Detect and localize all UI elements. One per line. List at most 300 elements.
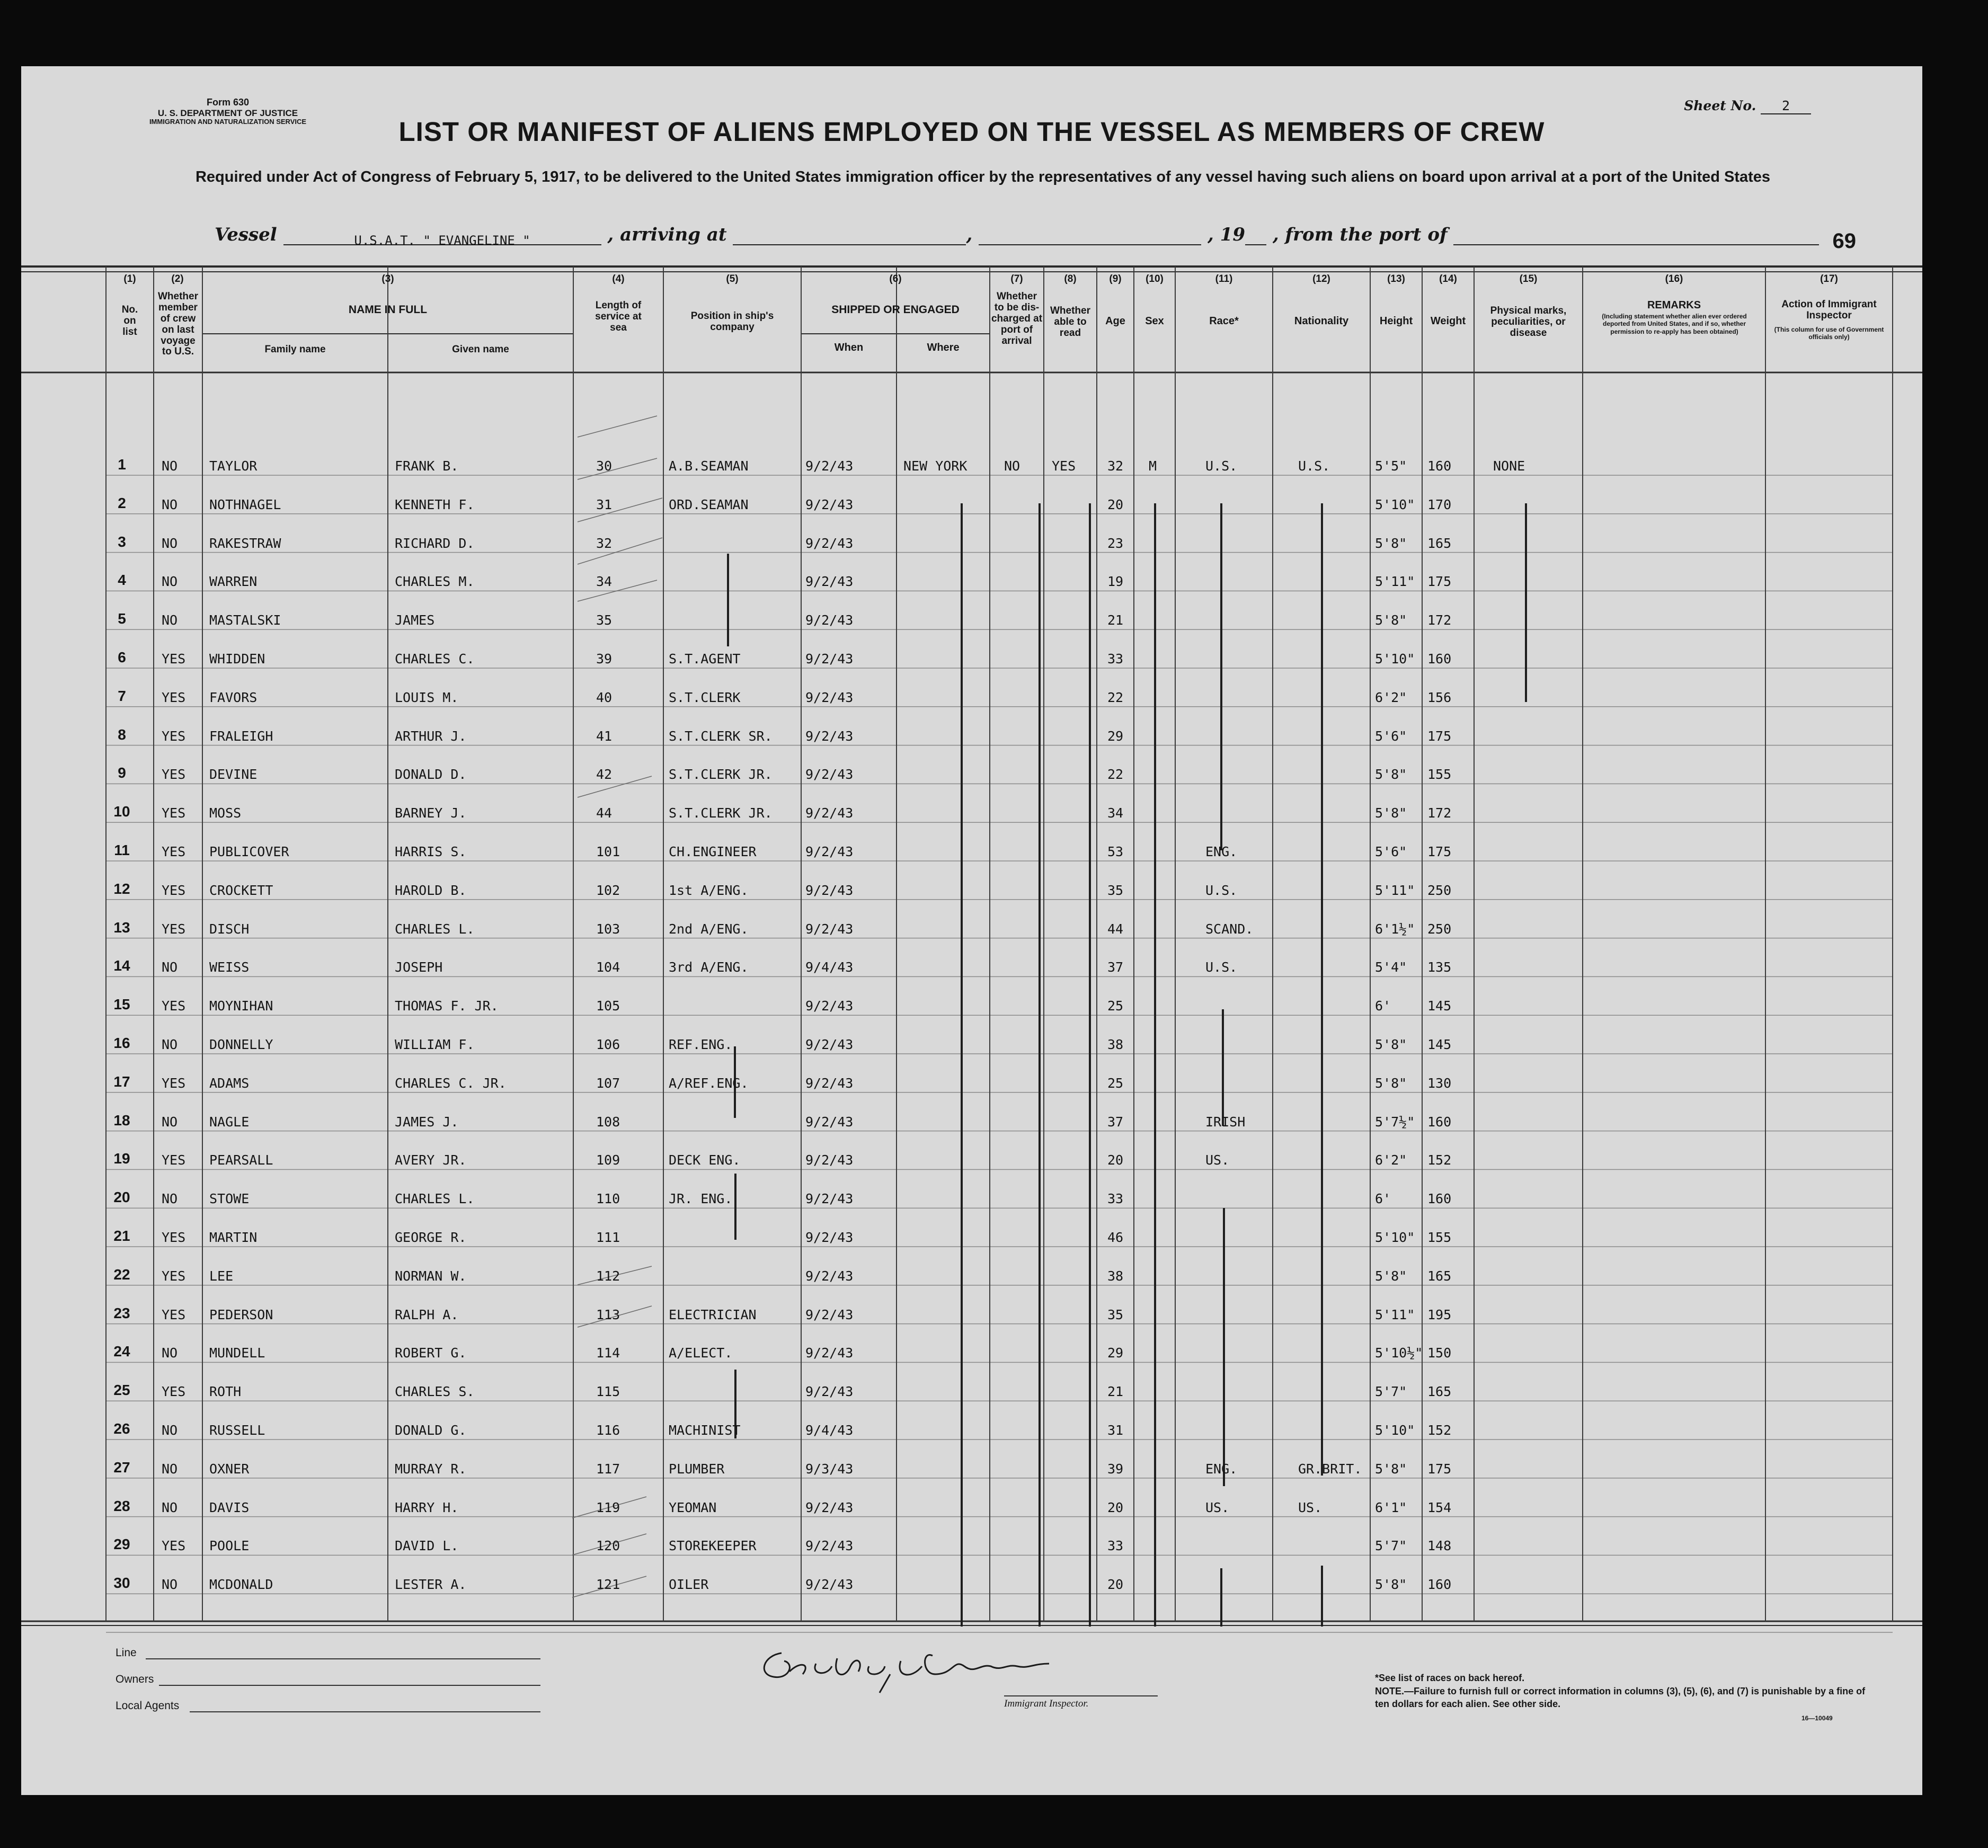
service-length-cell: 31 xyxy=(596,496,613,512)
family-name-cell: WARREN xyxy=(209,574,258,590)
weight-cell: 155 xyxy=(1427,767,1452,783)
race-cell: SCAND. xyxy=(1205,921,1254,937)
position-cell: ELECTRICIAN xyxy=(669,1307,757,1322)
weight-cell: 195 xyxy=(1427,1307,1452,1322)
given-name-cell: HARRY H. xyxy=(395,1499,459,1515)
shipped-when-cell: 9/2/43 xyxy=(805,1152,854,1168)
agents-label: Local Agents xyxy=(116,1700,180,1712)
race-cell: US. xyxy=(1205,1152,1230,1168)
service-name: IMMIGRATION AND NATURALIZATION SERVICE xyxy=(149,118,307,126)
shipped-when-cell: 9/2/43 xyxy=(805,1075,854,1091)
row-number: 19 xyxy=(113,1150,130,1167)
races-note: *See list of races on back hereof. xyxy=(1375,1673,1525,1683)
family-name-cell: ROTH xyxy=(209,1384,242,1400)
height-cell: 5'10" xyxy=(1375,651,1415,667)
row-number: 22 xyxy=(113,1266,130,1283)
age-cell: 34 xyxy=(1107,805,1124,821)
age-cell: 20 xyxy=(1107,1152,1124,1168)
family-name-cell: PUBLICOVER xyxy=(209,844,289,859)
prior-voyage-cell: NO xyxy=(162,1191,178,1207)
shipped-when-cell: 9/2/43 xyxy=(805,1384,854,1400)
family-name-cell: DAVIS xyxy=(209,1499,250,1515)
shipped-when-cell: 9/2/43 xyxy=(805,1268,854,1284)
given-name-cell: LESTER A. xyxy=(395,1577,467,1593)
row-number: 13 xyxy=(113,919,130,936)
position-cell: A/REF.ENG. xyxy=(669,1075,749,1091)
prior-voyage-cell: YES xyxy=(162,1152,186,1168)
family-name-cell: RUSSELL xyxy=(209,1423,265,1438)
position-cell: S.T.CLERK xyxy=(669,689,741,705)
position-cell: 2nd A/ENG. xyxy=(669,921,749,937)
given-name-cell: CHARLES L. xyxy=(395,1191,475,1207)
given-name-cell: NORMAN W. xyxy=(395,1268,467,1284)
given-name-cell: CHARLES S. xyxy=(395,1384,475,1400)
col15-header: Physical marks, peculiarities, or disease xyxy=(1490,305,1567,339)
sex-cell: M xyxy=(1149,458,1157,474)
prior-voyage-cell: NO xyxy=(162,1037,178,1052)
row-number: 4 xyxy=(118,572,126,589)
shipped-when-cell: 9/2/43 xyxy=(805,1114,854,1130)
family-name-cell: ADAMS xyxy=(209,1075,250,1091)
family-name-cell: PEARSALL xyxy=(209,1152,273,1168)
print-code: 16—10049 xyxy=(1801,1714,1833,1722)
service-length-cell: 120 xyxy=(596,1538,620,1554)
family-name-cell: WEISS xyxy=(209,959,250,975)
shipped-when-cell: 9/2/43 xyxy=(805,1577,854,1593)
col16-subheader: (Including statement whether alien ever ordered deported from United States, and if so, whether permission to re-apply has been obtained) xyxy=(1602,313,1747,335)
col1-header: No. on list xyxy=(121,304,138,337)
weight-cell: 170 xyxy=(1427,496,1452,512)
weight-cell: 160 xyxy=(1427,1577,1452,1593)
age-cell: 31 xyxy=(1107,1423,1124,1438)
col8-number: (8) xyxy=(1064,273,1077,285)
race-cell: U.S. xyxy=(1205,458,1238,474)
manifest-sheet xyxy=(21,66,1922,1795)
family-name-cell: MOSS xyxy=(209,805,242,821)
prior-voyage-cell: NO xyxy=(162,496,178,512)
col10-number: (10) xyxy=(1146,273,1164,285)
agents-field xyxy=(190,1711,540,1712)
height-cell: 5'8" xyxy=(1375,1577,1407,1593)
given-name-cell: CHARLES L. xyxy=(395,921,475,937)
position-cell: MACHINIST xyxy=(669,1423,741,1438)
family-name-cell: STOWE xyxy=(209,1191,250,1207)
shipped-when-cell: 9/2/43 xyxy=(805,1307,854,1322)
position-cell: 1st A/ENG. xyxy=(669,882,749,898)
given-name-cell: HARRIS S. xyxy=(395,844,467,859)
col2-number: (2) xyxy=(171,273,184,285)
weight-cell: 160 xyxy=(1427,651,1452,667)
family-name-cell: MCDONALD xyxy=(209,1577,273,1593)
service-length-cell: 108 xyxy=(596,1114,620,1130)
document-title: LIST OR MANIFEST OF ALIENS EMPLOYED ON THE VESSEL AS MEMBERS OF CREW xyxy=(398,117,1545,147)
family-name-cell: NOTHNAGEL xyxy=(209,496,281,512)
height-cell: 5'11" xyxy=(1375,574,1415,590)
service-length-cell: 106 xyxy=(596,1037,620,1052)
col3-header: NAME IN FULL xyxy=(348,304,428,316)
shipped-when-cell: 9/2/43 xyxy=(805,882,854,898)
shipped-when-cell: 9/2/43 xyxy=(805,998,854,1014)
position-cell: REF.ENG. xyxy=(669,1037,733,1052)
weight-cell: 165 xyxy=(1427,535,1452,551)
row-number: 26 xyxy=(113,1420,130,1437)
row-number: 9 xyxy=(118,765,126,781)
given-name-cell: MURRAY R. xyxy=(395,1461,467,1477)
age-cell: 44 xyxy=(1107,921,1124,937)
col9-header: Age xyxy=(1105,315,1125,327)
family-name-cell: OXNER xyxy=(209,1461,250,1477)
shipped-when-cell: 9/4/43 xyxy=(805,1423,854,1438)
col17-header: Action of Immigrant Inspector xyxy=(1781,299,1877,321)
col6b-header: Where xyxy=(927,342,960,353)
col4-header: Length of service at sea xyxy=(595,300,642,333)
age-cell: 22 xyxy=(1107,689,1124,705)
service-length-cell: 116 xyxy=(596,1423,620,1438)
prior-voyage-cell: YES xyxy=(162,689,186,705)
col3-number: (3) xyxy=(381,273,394,285)
col5-header: Position in ship's company xyxy=(690,310,774,333)
prior-voyage-cell: NO xyxy=(162,1345,178,1361)
weight-cell: 175 xyxy=(1427,1461,1452,1477)
col6-number: (6) xyxy=(889,273,902,285)
given-name-cell: THOMAS F. JR. xyxy=(395,998,499,1014)
col13-number: (13) xyxy=(1387,273,1405,285)
service-length-cell: 101 xyxy=(596,844,620,859)
service-length-cell: 44 xyxy=(596,805,613,821)
col3b-header: Given name xyxy=(452,344,509,355)
prior-voyage-cell: YES xyxy=(162,1075,186,1091)
inspector-line xyxy=(1004,1695,1158,1696)
service-length-cell: 112 xyxy=(596,1268,620,1284)
row-number: 28 xyxy=(113,1497,130,1514)
height-cell: 6'1½" xyxy=(1375,921,1415,937)
weight-cell: 250 xyxy=(1427,882,1452,898)
col1-number: (1) xyxy=(123,273,136,285)
age-cell: 21 xyxy=(1107,612,1124,628)
prior-voyage-cell: YES xyxy=(162,882,186,898)
row-number: 18 xyxy=(113,1112,130,1129)
vessel-line: Vessel U.S.A.T. " EVANGELINE " , arriving at , , 19 , from the port of xyxy=(215,224,1847,245)
age-cell: 29 xyxy=(1107,728,1124,744)
given-name-cell: CHARLES C. JR. xyxy=(395,1075,507,1091)
height-cell: 6'2" xyxy=(1375,689,1407,705)
race-cell: US. xyxy=(1205,1499,1230,1515)
given-name-cell: HAROLD B. xyxy=(395,882,467,898)
weight-cell: 150 xyxy=(1427,1345,1452,1361)
age-cell: 29 xyxy=(1107,1345,1124,1361)
service-length-cell: 121 xyxy=(596,1577,620,1593)
given-name-cell: AVERY JR. xyxy=(395,1152,467,1168)
shipped-when-cell: 9/2/43 xyxy=(805,805,854,821)
nationality-cell: US. xyxy=(1298,1499,1323,1515)
weight-cell: 160 xyxy=(1427,458,1452,474)
prior-voyage-cell: YES xyxy=(162,805,186,821)
family-name-cell: DISCH xyxy=(209,921,250,937)
col4-number: (4) xyxy=(612,273,625,285)
col13-header: Height xyxy=(1379,315,1413,327)
age-cell: 33 xyxy=(1107,1191,1124,1207)
given-name-cell: RALPH A. xyxy=(395,1307,459,1322)
family-name-cell: TAYLOR xyxy=(209,458,258,474)
age-cell: 19 xyxy=(1107,574,1124,590)
department-name: U. S. DEPARTMENT OF JUSTICE xyxy=(157,108,298,118)
height-cell: 5'8" xyxy=(1375,805,1407,821)
age-cell: 39 xyxy=(1107,1461,1124,1477)
service-length-cell: 113 xyxy=(596,1307,620,1322)
position-cell: 3rd A/ENG. xyxy=(669,959,749,975)
given-name-cell: BARNEY J. xyxy=(395,805,467,821)
page-number: 69 xyxy=(1832,229,1856,253)
service-length-cell: 103 xyxy=(596,921,620,937)
given-name-cell: RICHARD D. xyxy=(395,535,475,551)
race-cell: IRISH xyxy=(1205,1114,1246,1130)
race-cell: ENG. xyxy=(1205,1461,1238,1477)
row-number: 8 xyxy=(118,726,126,743)
row-number: 15 xyxy=(113,996,130,1013)
vessel-name: U.S.A.T. " EVANGELINE " xyxy=(354,233,530,248)
prior-voyage-cell: NO xyxy=(162,1423,178,1438)
vessel-label: Vessel xyxy=(215,224,277,245)
row-number: 1 xyxy=(118,456,126,473)
col11-number: (11) xyxy=(1215,273,1233,285)
age-cell: 38 xyxy=(1107,1268,1124,1284)
shipped-when-cell: 9/2/43 xyxy=(805,1538,854,1554)
given-name-cell: FRANK B. xyxy=(395,458,459,474)
col17-number: (17) xyxy=(1820,273,1838,285)
prior-voyage-cell: YES xyxy=(162,651,186,667)
weight-cell: 154 xyxy=(1427,1499,1452,1515)
height-cell: 6'1" xyxy=(1375,1499,1407,1515)
height-cell: 6' xyxy=(1375,998,1391,1014)
prior-voyage-cell: YES xyxy=(162,998,186,1014)
age-cell: 46 xyxy=(1107,1230,1124,1245)
given-name-cell: KENNETH F. xyxy=(395,496,475,512)
row-number: 27 xyxy=(113,1459,130,1476)
height-cell: 5'10" xyxy=(1375,496,1415,512)
position-cell: S.T.CLERK JR. xyxy=(669,805,773,821)
shipped-when-cell: 9/2/43 xyxy=(805,458,854,474)
weight-cell: 148 xyxy=(1427,1538,1452,1554)
weight-cell: 172 xyxy=(1427,612,1452,628)
inspector-label: Immigrant Inspector. xyxy=(1004,1698,1089,1709)
service-length-cell: 107 xyxy=(596,1075,620,1091)
row-number: 7 xyxy=(118,687,126,704)
service-length-cell: 119 xyxy=(596,1499,620,1515)
col17-subheader: (This column for use of Government officials only) xyxy=(1774,326,1884,341)
family-name-cell: RAKESTRAW xyxy=(209,535,281,551)
line-field xyxy=(146,1658,540,1659)
age-cell: 53 xyxy=(1107,844,1124,859)
height-cell: 5'8" xyxy=(1375,612,1407,628)
height-cell: 5'7" xyxy=(1375,1538,1407,1554)
given-name-cell: ROBERT G. xyxy=(395,1345,467,1361)
prior-voyage-cell: YES xyxy=(162,1230,186,1245)
family-name-cell: PEDERSON xyxy=(209,1307,273,1322)
line-label: Line xyxy=(116,1647,137,1659)
penalty-note: NOTE.—Failure to furnish full or correct information in columns (3), (5), (6), and (7) is punishable by a fine of ten dollars for each alien. See other side. xyxy=(1375,1686,1866,1710)
col3a-header: Family name xyxy=(264,344,326,355)
service-length-cell: 40 xyxy=(596,689,613,705)
row-number: 2 xyxy=(118,494,126,511)
weight-cell: 135 xyxy=(1427,959,1452,975)
shipped-when-cell: 9/3/43 xyxy=(805,1461,854,1477)
prior-voyage-cell: YES xyxy=(162,767,186,783)
service-length-cell: 32 xyxy=(596,535,613,551)
col12-header: Nationality xyxy=(1294,315,1349,327)
given-name-cell: WILLIAM F. xyxy=(395,1037,475,1052)
row-number: 14 xyxy=(113,957,130,974)
weight-cell: 160 xyxy=(1427,1114,1452,1130)
height-cell: 5'10" xyxy=(1375,1230,1415,1245)
sheet-label: Sheet No. xyxy=(1684,98,1756,113)
position-cell: JR. ENG. xyxy=(669,1191,733,1207)
col16-number: (16) xyxy=(1665,273,1683,285)
col8-header: Whether able to read xyxy=(1050,305,1090,339)
family-name-cell: DEVINE xyxy=(209,767,258,783)
given-name-cell: CHARLES M. xyxy=(395,574,475,590)
shipped-when-cell: 9/2/43 xyxy=(805,1345,854,1361)
family-name-cell: DONNELLY xyxy=(209,1037,273,1052)
height-cell: 5'7" xyxy=(1375,1384,1407,1400)
weight-cell: 175 xyxy=(1427,844,1452,859)
height-cell: 5'6" xyxy=(1375,728,1407,744)
prior-voyage-cell: NO xyxy=(162,574,178,590)
prior-voyage-cell: NO xyxy=(162,458,178,474)
col12-number: (12) xyxy=(1312,273,1330,285)
service-length-cell: 110 xyxy=(596,1191,620,1207)
col2-header: Whether member of crew on last voyage to U.S. xyxy=(158,291,198,358)
height-cell: 5'8" xyxy=(1375,1268,1407,1284)
position-cell: S.T.AGENT xyxy=(669,651,741,667)
service-length-cell: 115 xyxy=(596,1384,620,1400)
family-name-cell: MASTALSKI xyxy=(209,612,281,628)
col14-header: Weight xyxy=(1430,315,1466,327)
shipped-when-cell: 9/2/43 xyxy=(805,1499,854,1515)
height-cell: 6' xyxy=(1375,1191,1391,1207)
shipped-when-cell: 9/2/43 xyxy=(805,767,854,783)
shipped-when-cell: 9/2/43 xyxy=(805,535,854,551)
shipped-when-cell: 9/2/43 xyxy=(805,612,854,628)
col9-number: (9) xyxy=(1109,273,1122,285)
shipped-when-cell: 9/2/43 xyxy=(805,1191,854,1207)
prior-voyage-cell: NO xyxy=(162,1577,178,1593)
height-cell: 5'8" xyxy=(1375,767,1407,783)
owners-label: Owners xyxy=(116,1673,154,1685)
given-name-cell: GEORGE R. xyxy=(395,1230,467,1245)
position-cell: CH.ENGINEER xyxy=(669,844,757,859)
age-cell: 21 xyxy=(1107,1384,1124,1400)
sheet-value: 2 xyxy=(1761,98,1811,114)
service-length-cell: 105 xyxy=(596,998,620,1014)
height-cell: 6'2" xyxy=(1375,1152,1407,1168)
shipped-when-cell: 9/2/43 xyxy=(805,496,854,512)
height-cell: 5'11" xyxy=(1375,1307,1415,1322)
weight-cell: 152 xyxy=(1427,1423,1452,1438)
weight-cell: 130 xyxy=(1427,1075,1452,1091)
shipped-when-cell: 9/4/43 xyxy=(805,959,854,975)
port-label: , from the port of xyxy=(1272,224,1448,245)
prior-voyage-cell: NO xyxy=(162,1499,178,1515)
inspector-signature xyxy=(752,1634,1081,1698)
given-name-cell: DONALD G. xyxy=(395,1423,467,1438)
height-cell: 5'4" xyxy=(1375,959,1407,975)
weight-cell: 175 xyxy=(1427,728,1452,744)
position-cell: DECK ENG. xyxy=(669,1152,741,1168)
age-cell: 25 xyxy=(1107,1075,1124,1091)
form-number: Form 630 xyxy=(206,97,250,108)
col5-number: (5) xyxy=(726,273,739,285)
service-length-cell: 41 xyxy=(596,728,613,744)
service-length-cell: 34 xyxy=(596,574,613,590)
col11-header: Race* xyxy=(1209,315,1239,327)
prior-voyage-cell: YES xyxy=(162,728,186,744)
shipped-when-cell: 9/2/43 xyxy=(805,844,854,859)
owners-field xyxy=(159,1685,540,1686)
row-number: 16 xyxy=(113,1035,130,1051)
weight-cell: 250 xyxy=(1427,921,1452,937)
prior-voyage-cell: YES xyxy=(162,1268,186,1284)
weight-cell: 155 xyxy=(1427,1230,1452,1245)
prior-voyage-cell: NO xyxy=(162,612,178,628)
prior-voyage-cell: NO xyxy=(162,959,178,975)
family-name-cell: NAGLE xyxy=(209,1114,250,1130)
family-name-cell: POOLE xyxy=(209,1538,250,1554)
col16-header: REMARKS xyxy=(1647,299,1701,311)
height-cell: 5'11" xyxy=(1375,882,1415,898)
col6-header: SHIPPED OR ENGAGED xyxy=(831,304,960,316)
col7-number: (7) xyxy=(1010,273,1023,285)
age-cell: 20 xyxy=(1107,1577,1124,1593)
service-length-cell: 104 xyxy=(596,959,620,975)
family-name-cell: MOYNIHAN xyxy=(209,998,273,1014)
weight-cell: 160 xyxy=(1427,1191,1452,1207)
age-cell: 37 xyxy=(1107,1114,1124,1130)
age-cell: 37 xyxy=(1107,959,1124,975)
shipped-when-cell: 9/2/43 xyxy=(805,1037,854,1052)
row-number: 10 xyxy=(113,803,130,820)
row-number: 6 xyxy=(118,649,126,665)
given-name-cell: DONALD D. xyxy=(395,767,467,783)
given-name-cell: LOUIS M. xyxy=(395,689,459,705)
row-number: 20 xyxy=(113,1189,130,1206)
weight-cell: 145 xyxy=(1427,998,1452,1014)
family-name-cell: FAVORS xyxy=(209,689,258,705)
age-cell: 20 xyxy=(1107,496,1124,512)
prior-voyage-cell: NO xyxy=(162,1114,178,1130)
race-cell: U.S. xyxy=(1205,959,1238,975)
service-length-cell: 42 xyxy=(596,767,613,783)
row-number: 12 xyxy=(113,880,130,897)
age-cell: 33 xyxy=(1107,651,1124,667)
service-length-cell: 102 xyxy=(596,882,620,898)
nationality-cell: U.S. xyxy=(1298,458,1330,474)
row-number: 30 xyxy=(113,1575,130,1592)
height-cell: 5'8" xyxy=(1375,1075,1407,1091)
service-length-cell: 30 xyxy=(596,458,613,474)
family-name-cell: MUNDELL xyxy=(209,1345,265,1361)
prior-voyage-cell: YES xyxy=(162,844,186,859)
row-number: 21 xyxy=(113,1228,130,1244)
age-cell: 25 xyxy=(1107,998,1124,1014)
age-cell: 35 xyxy=(1107,882,1124,898)
row-number: 5 xyxy=(118,610,126,627)
position-cell: STOREKEEPER xyxy=(669,1538,757,1554)
shipped-when-cell: 9/2/43 xyxy=(805,689,854,705)
col6a-header: When xyxy=(834,342,864,353)
prior-voyage-cell: YES xyxy=(162,1538,186,1554)
arriving-label: , arriving at xyxy=(607,224,727,245)
height-cell: 5'10½" xyxy=(1375,1345,1423,1361)
